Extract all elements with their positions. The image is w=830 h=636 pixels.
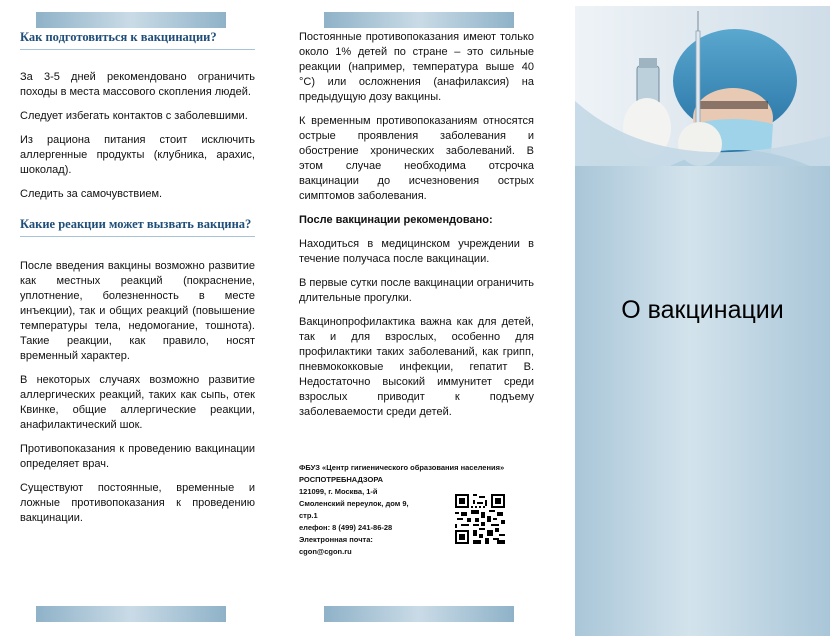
paragraph: Постоянные противопоказания имеют только около 1% детей по стране – это сильные реакции (например, температура выше 40 °С) или осложнения (анафилаксия) на предыдущую дозу вакцины.	[299, 31, 534, 103]
contact-phone: елефон: 8 (499) 241-86-28	[299, 523, 393, 532]
contact-address: Смоленский переулок, дом 9,	[299, 499, 409, 508]
contact-email-label: Электронная почта:	[299, 535, 373, 544]
paragraph: Следить за самочувствием.	[20, 188, 163, 200]
heading-reactions: Какие реакции может вызвать вакцина?	[20, 217, 255, 237]
paragraph: Существуют постоянные, временные и ложные противопоказания к проведению вакцинации.	[20, 482, 255, 524]
contact-organization: ФБУЗ «Центр гигиенического образования населения»	[299, 463, 505, 472]
top-bar-middle	[324, 12, 514, 28]
paragraph: В некоторых случаях возможно развитие аллергических реакций, таких как сыпь, отек Квинке, общие аллергические реакции, анафилактический шок.	[20, 374, 255, 431]
contact-address: стр.1	[299, 511, 318, 520]
vaccine-photo	[575, 6, 830, 166]
contact-email: cgon@cgon.ru	[299, 547, 352, 556]
heading-preparation: Как подготовиться к вакцинации?	[20, 30, 255, 50]
paragraph: Находиться в медицинском учреждении в течение получаса после вакцинации.	[299, 238, 534, 265]
paragraph: После введения вакцины возможно развитие как местных реакций (покраснение, уплотнение, болезненность в месте инъекции), так и общих реакций (повышение температуры тела, недомогание, тошнота). Такие реакции, как правило, носят временный характер.	[20, 260, 255, 362]
subheading-after-vaccination: После вакцинации рекомендовано:	[299, 214, 493, 226]
cover-panel	[575, 6, 830, 636]
contact-address: 121099, г. Москва, 1-й	[299, 487, 378, 496]
paragraph: В первые сутки после вакцинации ограничить длительные прогулки.	[299, 277, 534, 304]
contact-agency: РОСПОТРЕБНАДЗОРА	[299, 475, 384, 484]
bottom-bar-middle	[324, 606, 514, 622]
qr-code	[455, 494, 505, 544]
paragraph: За 3-5 дней рекомендовано ограничить походы в места массового скопления людей.	[20, 71, 255, 98]
left-column	[20, 30, 255, 535]
top-bar-left	[36, 12, 226, 28]
paragraph: Вакцинопрофилактика важна как для детей, так и для взрослых, особенно для профилактики таких заболеваний, как грипп, пневмококковые инфекции, гепатит В. Недостаточно высокий иммунитет среди взрослых приводит к подъему заболеваемости среди детей.	[299, 316, 534, 418]
paragraph: Следует избегать контактов с заболевшими.	[20, 110, 248, 122]
paragraph: Противопоказания к проведению вакцинации определяет врач.	[20, 443, 255, 470]
paragraph: К временным противопоказаниям относятся острые проявления заболевания и обострение хронических заболеваний. В этом случае необходима отсрочка вакцинации до исчезновения острых симптомов заболевания.	[299, 115, 534, 202]
cover-title: О вакцинации	[621, 296, 784, 324]
paragraph: Из рациона питания стоит исключить аллергенные продукты (клубника, арахис, шоколад).	[20, 134, 255, 176]
middle-column	[299, 30, 534, 429]
bottom-bar-left	[36, 606, 226, 622]
